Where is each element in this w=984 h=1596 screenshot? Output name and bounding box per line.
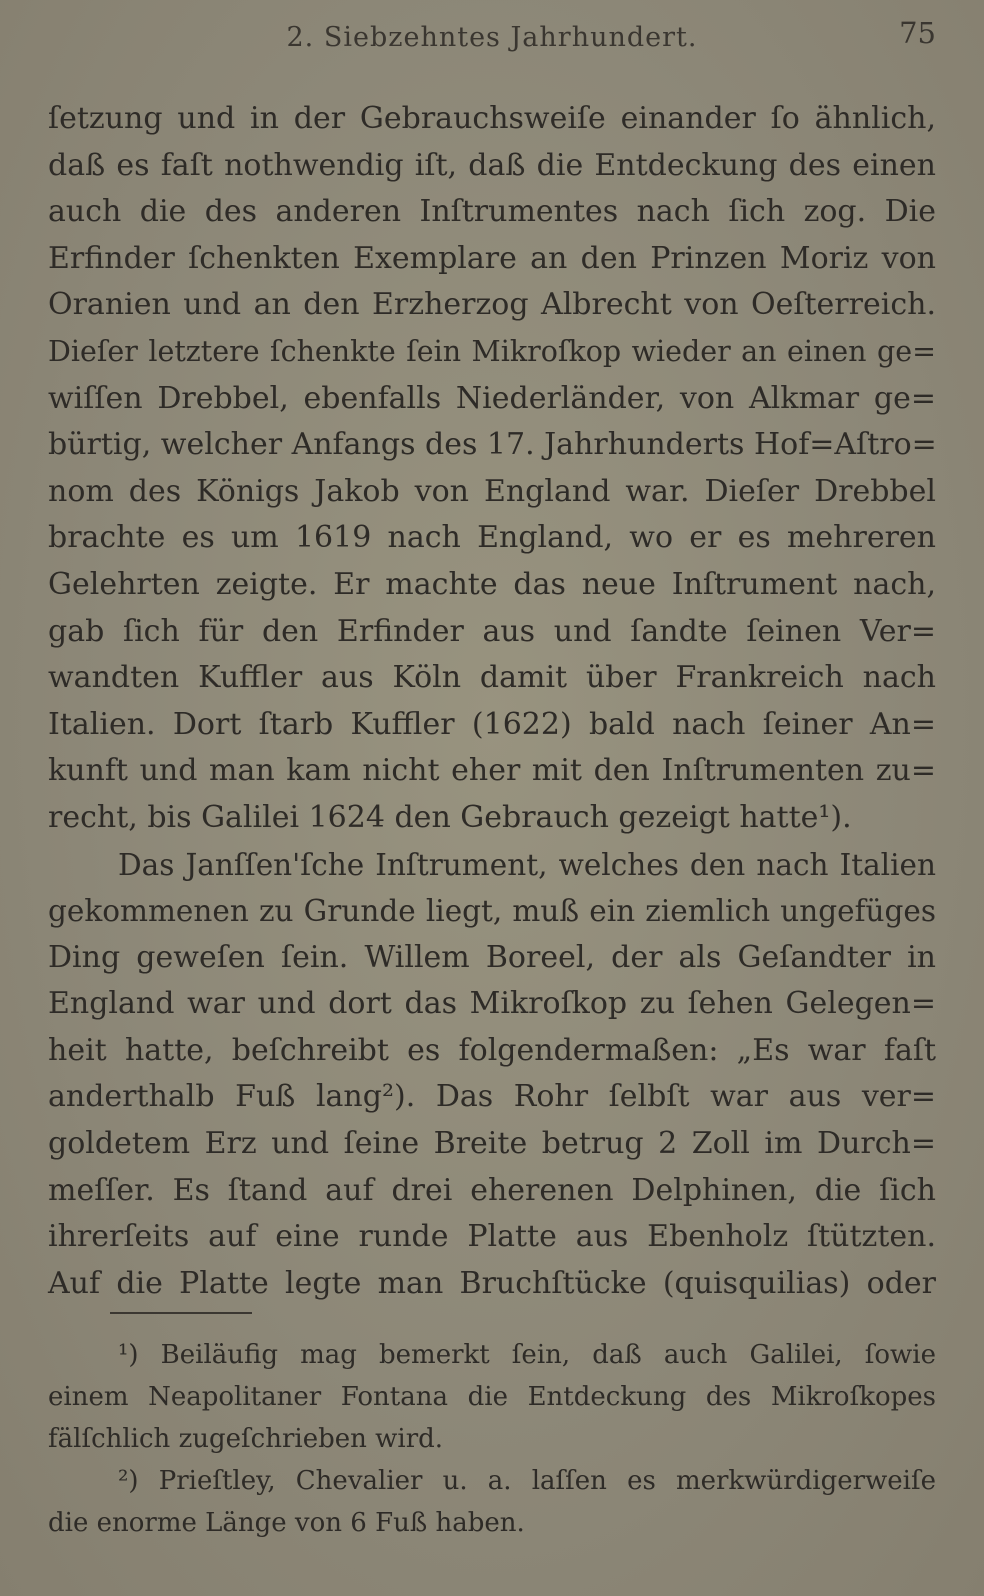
text-line: ihrerſeits auf eine runde Platte aus Ebenholz ſtützten. bbox=[48, 1219, 936, 1255]
footnote-divider bbox=[110, 1312, 252, 1314]
text-line: Das Janſſen'ſche Inſtrument, welches den nach Italien bbox=[118, 847, 936, 882]
footnote-line: ¹) Beiläufig mag bemerkt ſein, daß auch Galilei, ſowie bbox=[118, 1340, 936, 1370]
footnote-line: die enorme Länge von 6 Fuß haben. bbox=[48, 1508, 525, 1538]
text-line: bürtig, welcher Anfangs des 17. Jahrhunderts Hof=Aſtro= bbox=[48, 427, 937, 463]
text-line: meſſer. Es ſtand auf drei eherenen Delphinen, die ſich bbox=[48, 1172, 936, 1208]
text-line: Gelehrten zeigte. Er machte das neue Inſtrument nach, bbox=[48, 566, 936, 602]
text-line: goldetem Erz und ſeine Breite betrug 2 Zoll im Durch= bbox=[48, 1126, 936, 1162]
page-header bbox=[0, 14, 984, 58]
page-number: 75 bbox=[899, 16, 936, 50]
text-line: anderthalb Fuß lang²). Das Rohr ſelbſt war aus ver= bbox=[48, 1079, 936, 1115]
text-line: auch die des anderen Inſtrumentes nach ſich zog. Die bbox=[48, 194, 936, 230]
text-line: wandten Kuffler aus Köln damit über Frankreich nach bbox=[48, 660, 936, 696]
text-line: nom des Königs Jakob von England war. Dieſer Drebbel bbox=[48, 473, 936, 509]
body-text bbox=[48, 96, 936, 1307]
footnote-line: einem Neapolitaner Fontana die Entdeckung des Mikroſkopes bbox=[48, 1382, 936, 1412]
text-line: Erfinder ſchenkten Exemplare an den Prinzen Moriz von bbox=[48, 240, 936, 276]
footnote-line: fälſchlich zugeſchrieben wird. bbox=[48, 1424, 444, 1454]
text-line: heit hatte, beſchreibt es folgendermaßen: „Es war faſt bbox=[48, 1032, 936, 1068]
text-line: gab ſich für den Erfinder aus und ſandte ſeinen Ver= bbox=[48, 613, 936, 649]
text-line: Italien. Dort ſtarb Kuffler (1622) bald nach ſeiner An= bbox=[48, 706, 936, 742]
footnote-line: ²) Prieſtley, Chevalier u. a. laſſen es merkwürdigerweiſe bbox=[118, 1466, 936, 1496]
text-line: wiſſen Drebbel, ebenfalls Niederländer, von Alkmar ge= bbox=[48, 380, 936, 416]
text-line: gekommenen zu Grunde liegt, muß ein ziemlich ungefüges bbox=[48, 894, 936, 929]
text-line: Ding geweſen ſein. Willem Boreel, der als Geſandter in bbox=[48, 939, 936, 975]
text-line: kunft und man kam nicht eher mit den Inſtrumenten zu= bbox=[48, 753, 936, 789]
footnotes bbox=[48, 1334, 936, 1544]
text-line: brachte es um 1619 nach England, wo er es mehreren bbox=[48, 520, 936, 556]
running-head: 2. Siebzehntes Jahrhundert. bbox=[286, 22, 698, 53]
text-line: recht, bis Galilei 1624 den Gebrauch gezeigt hatte¹). bbox=[48, 799, 852, 835]
text-line: Dieſer letztere ſchenkte ſein Mikroſkop wieder an einen ge= bbox=[48, 334, 936, 368]
text-line: Auf die Platte legte man Bruchſtücke (quisquilias) oder bbox=[48, 1265, 936, 1301]
text-line: England war und dort das Mikroſkop zu ſehen Gelegen= bbox=[48, 986, 936, 1022]
text-line: daß es faſt nothwendig iſt, daß die Entdeckung des einen bbox=[48, 147, 936, 183]
text-line: Oranien und an den Erzherzog Albrecht von Oeſterreich. bbox=[48, 287, 936, 323]
text-line: ſetzung und in der Gebrauchsweiſe einander ſo ähnlich, bbox=[48, 101, 936, 136]
